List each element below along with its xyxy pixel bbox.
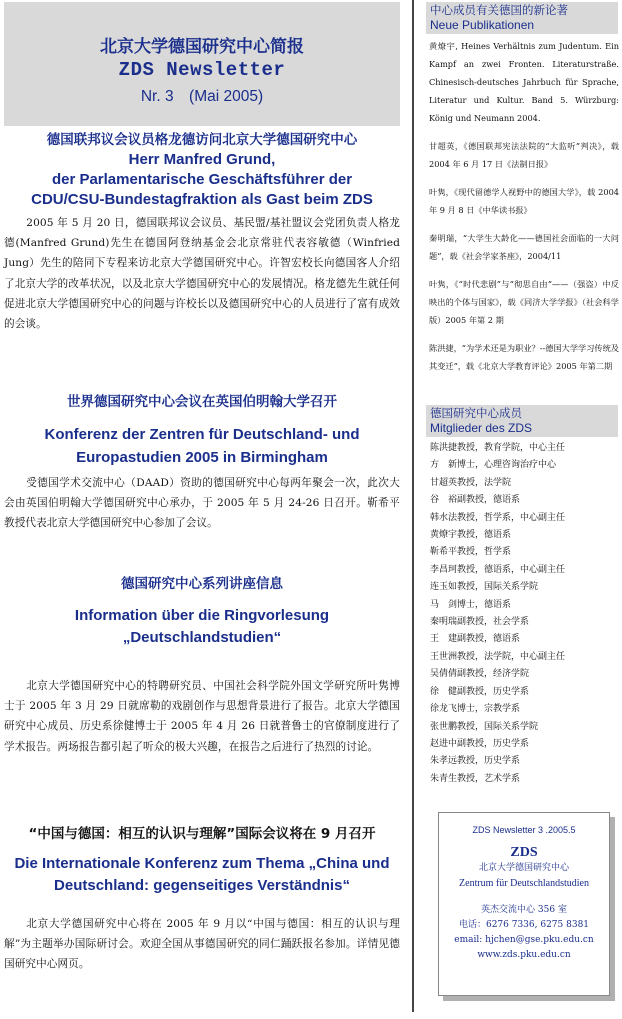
article-3-heading-de-line-2: „Deutschlandstudien“ bbox=[122, 629, 282, 646]
publication-item: 叶隽，《“时代悲剧”与“彻思自由”——（强盗）中反映出的个体与国家》，载《同济大学学报》（社会科学版）2005 年第 2 期 bbox=[429, 279, 619, 325]
member-item: 吴倩倩副教授，经济学院 bbox=[430, 669, 530, 680]
article-ringvorlesung bbox=[4, 572, 400, 757]
article-3-heading-de-line-1: Information über die Ringvorlesung bbox=[74, 607, 330, 624]
contact-phone: 电话：6276 7336, 6275 8381 bbox=[458, 920, 590, 930]
member-item: 韩水法教授，哲学系，中心副主任 bbox=[430, 512, 566, 523]
publications-heading bbox=[430, 3, 568, 33]
member-item: 连玉如教授，国际关系学院 bbox=[430, 582, 539, 593]
article-4-heading-de-line-1: Die Internationale Konferenz zum Thema „China und bbox=[14, 855, 390, 872]
member-item: 马 剑博士，德语系 bbox=[430, 599, 512, 610]
article-china-germany-conference bbox=[4, 822, 400, 975]
article-1-heading-de-line-1: Herr Manfred Grund, bbox=[128, 151, 276, 168]
contact-card bbox=[438, 812, 610, 996]
publication-item: 秦明瑞，“大学生大龄化——德国社会面临的一大问题”，载《社会学家茶座》，2004/11 bbox=[429, 233, 619, 261]
contact-name-cn: 北京大学德国研究中心 bbox=[478, 863, 569, 873]
column-divider bbox=[412, 0, 414, 1012]
contact-email-link[interactable]: email: hjchen@gse.pku.edu.cn bbox=[454, 935, 594, 945]
masthead-issue: Nr. 3 (Mai 2005) bbox=[140, 88, 264, 105]
members-heading bbox=[430, 406, 532, 436]
article-1-body: 2005 年 5 月 20 日，德国联邦议会议员、基民盟/基社盟议会党团负责人格龙德(Manfred Grund)先生在德国阿登纳基金会北京常驻代表容敏德（Winfried Jung）先生的陪同下专程来访北京大学德国研究中心。许智宏校长向德国客人介绍了北京大学的改革状况，以及北京大学德国研究中心的发展情况。格龙德先生就任何促进北京大学德国研究中心的问题与许校长以及德国研究中心的人员进行了富有成效的会谈。 bbox=[4, 217, 400, 331]
article-1-heading-cn: 德国联邦议会议员格龙德访问北京大学德国研究中心 bbox=[46, 132, 358, 148]
publications-list bbox=[429, 37, 619, 385]
member-item: 靳希平教授，哲学系 bbox=[430, 547, 512, 558]
article-4-body: 北京大学德国研究中心将在 2005 年 9 月以“中国与德国：相互的认识与理解”为主题举办国际研讨会。欢迎全国从事德国研究的同仁踊跃报名参加。详情见德国研究中心网页。 bbox=[4, 918, 400, 971]
member-item: 谷 裕副教授，德语系 bbox=[430, 495, 521, 506]
publication-item: 黄燎宇, Heines Verhältnis zum Judentum. Ein Kampf an zwei Fronten. Literaturstraße. Chinesisch-deutsches Jahrbuch für Sprache, Literatur und Kultur. Band 5. Würzburg: König und Neumann 2004. bbox=[429, 41, 619, 123]
member-item: 朱孝远教授，历史学系 bbox=[430, 756, 521, 767]
article-birmingham-conference bbox=[4, 390, 400, 534]
publication-item: 陈洪捷，“为学术还是为职业？--德国大学学习传统及其变迁”，载《北京大学教育评论》2005 年第二期 bbox=[429, 343, 619, 371]
member-item: 徐龙飞博士，宗教学系 bbox=[430, 704, 521, 715]
member-item: 甘超英教授，法学院 bbox=[430, 477, 512, 488]
sidebar-column bbox=[426, 0, 620, 1019]
article-4-heading-cn: “中国与德国：相互的认识与理解”国际会议将在 9 月召开 bbox=[28, 826, 376, 842]
article-2-heading-de-line-2: Europastudien 2005 in Birmingham bbox=[76, 449, 328, 466]
article-4-heading-de-line-2: Deutschland: gegenseitiges Verständnis“ bbox=[54, 877, 350, 894]
contact-room: 英杰交流中心 356 室 bbox=[481, 905, 567, 915]
member-item: 陈洪捷教授，教育学院，中心主任 bbox=[430, 443, 566, 453]
masthead-title-cn: 北京大学德国研究中心简报 bbox=[100, 37, 304, 57]
contact-issue-label: ZDS Newsletter 3 .2005.5 bbox=[472, 825, 576, 835]
publication-item: 叶隽，《现代留德学人视野中的德国大学》，载 2004 年 9 月 8 日《中华读书报》 bbox=[429, 187, 619, 215]
member-item: 李昌珂教授，德语系，中心副主任 bbox=[430, 564, 566, 575]
member-item: 王世洲教授，法学院，中心副主任 bbox=[430, 651, 566, 662]
article-3-body: 北京大学德国研究中心的特聘研究员、中国社会科学院外国文学研究所叶隽博士于 2005 年 3 月 29 日就席勒的戏剧创作与思想背景进行了报告。北京大学德国研究中心成员、历史系徐健博士于 2005 年 4 月 26 日就普鲁士的官僚制度进行了学术报告。两场报告都引起了听众的极大兴趣，在报告之后进行了热烈的讨论。 bbox=[4, 680, 400, 753]
members-list bbox=[430, 440, 620, 788]
publications-title-de: Neue Publikationen bbox=[430, 18, 535, 32]
publications-title-cn: 中心成员有关德国的新论著 bbox=[430, 3, 568, 17]
article-2-body: 受德国学术交流中心（DAAD）资助的德国研究中心每两年聚会一次，此次大会由英国伯明翰大学德国研究中心承办，于 2005 年 5 月 24-26 日召开。靳希平教授代表北京大学德国研究中心参加了会议。 bbox=[4, 477, 400, 530]
member-item: 赵进中副教授，历史学系 bbox=[430, 738, 530, 749]
member-item: 徐 健副教授，历史学系 bbox=[430, 686, 530, 697]
publication-item: 甘超英，《德国联邦宪法法院的“大监听”判决》，载 2004 年 6 月 17 日《法制日报》 bbox=[429, 141, 619, 169]
member-item: 朱青生教授，艺术学系 bbox=[430, 773, 521, 784]
article-grund-visit bbox=[4, 131, 400, 334]
members-title-de: Mitglieder des ZDS bbox=[430, 421, 533, 435]
article-2-heading-cn: 世界德国研究中心会议在英国伯明翰大学召开 bbox=[67, 394, 337, 410]
contact-name-de: Zentrum für Deutschlandstudien bbox=[459, 878, 589, 889]
masthead-title-en: ZDS Newsletter bbox=[118, 59, 286, 81]
article-1-heading-de-line-2: der Parlamentarische Geschäftsführer der bbox=[51, 171, 353, 188]
contact-zds: ZDS bbox=[510, 845, 538, 860]
member-item: 王 建副教授，德语系 bbox=[430, 634, 521, 645]
article-1-heading-de-line-3: CDU/CSU-Bundestagfraktion als Gast beim ZDS bbox=[31, 191, 373, 208]
contact-website-link[interactable]: www.zds.pku.edu.cn bbox=[477, 950, 571, 960]
article-2-heading-de-line-1: Konferenz der Zentren für Deutschland- und bbox=[44, 426, 360, 443]
member-item: 张世鹏教授，国际关系学院 bbox=[430, 721, 539, 732]
member-item: 黄燎宇教授，德语系 bbox=[430, 530, 512, 541]
article-3-heading-cn: 德国研究中心系列讲座信息 bbox=[121, 576, 283, 592]
members-title-cn: 德国研究中心成员 bbox=[430, 406, 522, 420]
masthead bbox=[4, 2, 400, 126]
member-item: 方 新博士，心理咨询治疗中心 bbox=[430, 460, 557, 471]
member-item: 秦明瑞副教授，社会学系 bbox=[430, 617, 530, 628]
